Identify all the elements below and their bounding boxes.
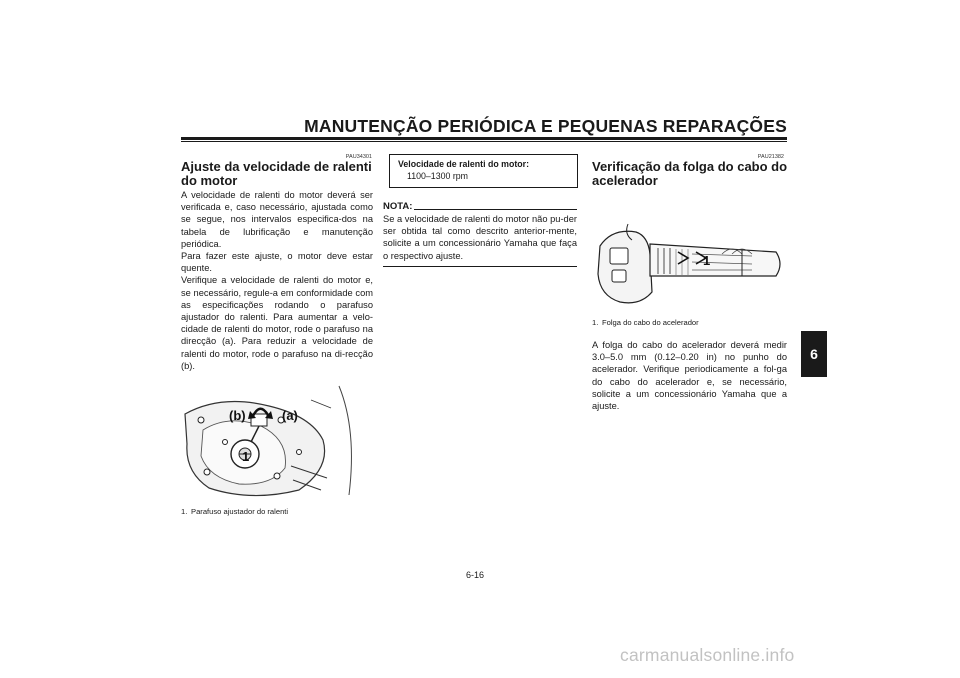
- caption-text: Parafuso ajustador do ralenti: [191, 507, 289, 516]
- caption-number: 1.: [181, 507, 188, 516]
- figure-caption: [592, 318, 699, 328]
- note-text: Se a velocidade de ralenti do motor não pu-der ser obtida tal como descrito anterior-mente, solicite a um concessionário Yamaha que faça o respectivo ajuste.: [383, 214, 577, 261]
- note-rule-top: [414, 209, 577, 210]
- throttle-figure: [592, 214, 785, 313]
- callout-number: 1: [242, 449, 250, 464]
- title-rule: [181, 137, 787, 140]
- section-heading: Ajuste da velocidade de ralenti do motor: [181, 159, 372, 188]
- note-label: NOTA:: [383, 201, 413, 212]
- caption-text: Folga do cabo do acelerador: [602, 318, 699, 327]
- section-heading: Verificação da folga do cabo do acelerador: [592, 159, 788, 188]
- direction-b-label: (b): [229, 408, 246, 423]
- section-body: A folga do cabo do acelerador deverá medir 3.0–5.0 mm (0.12–0.20 in) no punho do acelerador. Verifique periodicamente a fol-ga do cabo do acelerador e, se necessário, solicite a um concessionário Yamaha que a ajuste.: [592, 340, 787, 412]
- chapter-tab: 6: [801, 331, 827, 377]
- section-code: PAU34301: [345, 154, 372, 160]
- spec-box: [389, 154, 578, 188]
- paragraph: A velocidade de ralenti do motor deverá ser verificada e, caso necessário, ajustada como se segue, nos intervalos especifica-dos na tabela de lubrificação e manutenção periódica.: [181, 190, 373, 249]
- spec-label: Velocidade de ralenti do motor:: [398, 159, 529, 169]
- section-body: [181, 189, 373, 372]
- caption-number: 1.: [592, 318, 599, 327]
- watermark: carmanualsonline.info: [620, 645, 795, 665]
- paragraph: Para fazer este ajuste, o motor deve estar quente.: [181, 251, 373, 274]
- paragraph: Verifique a velocidade de ralenti do motor e, se necessário, regule-a em conformidade com as especificações rodando o parafuso ajustador do ralenti. Para aumentar a velo-cidade de ralenti do motor, rode o parafuso na direcção (a). Para reduzir a velocidade de ralenti do motor, rode o parafuso na di-recção (b).: [181, 275, 373, 371]
- note-rule-bottom: [383, 266, 577, 267]
- spec-value: 1100–1300 rpm: [407, 171, 468, 181]
- direction-a-label: (a): [282, 408, 298, 423]
- title-rule-thin: [181, 141, 787, 142]
- idle-screw-figure: [181, 380, 373, 500]
- section-code: PAU21382: [757, 154, 784, 160]
- page-title: MANUTENÇÃO PERIÓDICA E PEQUENAS REPARAÇÕES: [304, 116, 787, 136]
- figure-caption: [181, 507, 288, 517]
- callout-number: 1: [703, 253, 711, 268]
- page-number: 6-16: [466, 570, 485, 580]
